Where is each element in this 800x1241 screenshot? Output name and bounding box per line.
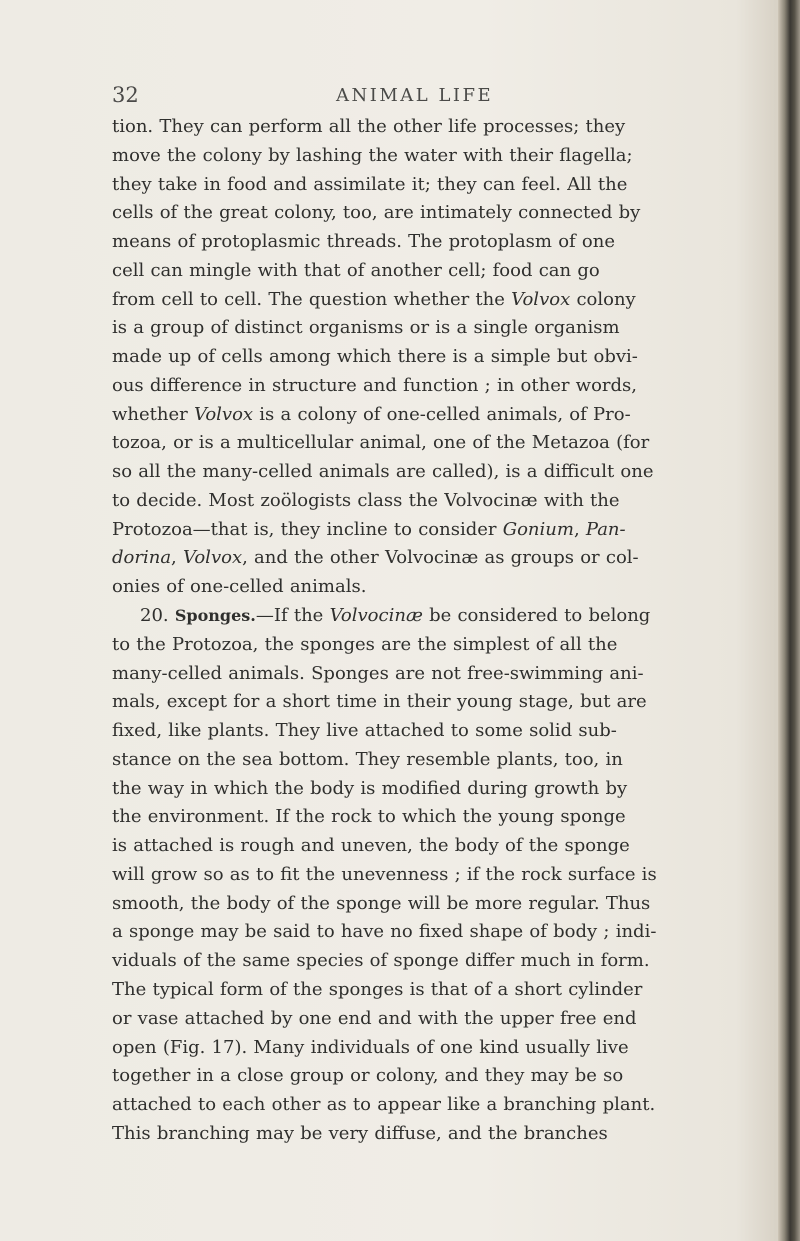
text-run: cells of the great colony, too, are intimately connected by: [112, 202, 641, 224]
text-run: This branching may be very diffuse, and the branches: [112, 1122, 608, 1144]
text-line: [112, 286, 776, 315]
text-run: mals, except for a short time in their young stage, but are: [112, 691, 647, 713]
text-run: , and the other Volvocinæ as groups or col-: [242, 547, 639, 569]
text-run: the way in which the body is modified during growth by: [112, 777, 628, 799]
text-line: [112, 458, 776, 487]
text-line: [112, 171, 776, 200]
text-line: [112, 602, 776, 631]
italic-term: Volvox: [511, 288, 571, 310]
text-run: cell can mingle with that of another cell; food can go: [112, 259, 600, 281]
text-line: [112, 199, 776, 228]
text-run: is a colony of one-celled animals, of Pro-: [253, 403, 631, 425]
text-run: stance on the sea bottom. They resemble plants, too, in: [112, 748, 623, 770]
text-line: [112, 487, 776, 516]
text-run: the environment. If the rock to which the young sponge: [112, 806, 626, 828]
text-line: [112, 717, 776, 746]
text-line: [112, 372, 776, 401]
running-head: ANIMAL LIFE: [336, 85, 494, 106]
text-run: they take in food and assimilate it; they can feel. All the: [112, 173, 628, 195]
text-line: [112, 544, 776, 573]
text-line: [112, 1120, 776, 1149]
text-line: [112, 1091, 776, 1120]
text-run: to decide. Most zoölogists class the Volvocinæ with the: [112, 489, 620, 511]
text-run: open (Fig. 17). Many individuals of one kind usually live: [112, 1036, 629, 1058]
italic-term: Volvox: [193, 403, 254, 425]
text-run: onies of one-celled animals.: [112, 576, 367, 598]
text-line: [112, 1005, 776, 1034]
text-line: [112, 516, 776, 545]
text-run: a sponge may be said to have no fixed shape of body ; indi-: [112, 921, 657, 943]
text-line: [112, 746, 776, 775]
italic-term: dorina: [112, 547, 172, 569]
text-line: [112, 257, 776, 286]
text-run: smooth, the body of the sponge will be more regular. Thus: [112, 892, 651, 914]
italic-term: Gonium: [502, 518, 574, 540]
text-run: is a group of distinct organisms or is a single organism: [112, 317, 620, 339]
italic-term: Volvocinæ: [329, 605, 423, 627]
text-line: [112, 918, 776, 947]
text-run: tion. They can perform all the other life processes; they: [112, 116, 626, 137]
text-run: —If the: [255, 605, 330, 627]
section-heading: Sponges.: [174, 606, 256, 626]
text-line: [112, 429, 776, 458]
text-line: [112, 401, 776, 430]
text-line: [112, 775, 776, 804]
page-header: [112, 83, 772, 113]
page-edge-shadow: [778, 0, 800, 1241]
text-line: [112, 688, 776, 717]
italic-term: Pan-: [585, 518, 626, 540]
text-run: attached to each other as to appear like a branching plant.: [112, 1094, 656, 1116]
text-run: to the Protozoa, the sponges are the simplest of all the: [112, 633, 618, 655]
text-run: tozoa, or is a multicellular animal, one of the Metazoa (for: [112, 432, 650, 454]
text-run: will grow so as to fit the unevenness ; if the rock surface is: [112, 863, 657, 885]
text-line: [112, 314, 776, 343]
body-text: [112, 113, 776, 1149]
text-run: many-celled animals. Sponges are not free-swimming ani-: [112, 662, 644, 684]
text-line: [112, 113, 776, 142]
text-run: or vase attached by one end and with the upper free end: [112, 1007, 637, 1029]
text-run: Protozoa—that is, they incline to consider: [112, 518, 503, 540]
page-number: 32: [112, 83, 139, 107]
text-run: be considered to belong: [422, 605, 651, 627]
text-run: means of protoplasmic threads. The protoplasm of one: [112, 231, 615, 253]
text-line: [112, 803, 776, 832]
text-run: viduals of the same species of sponge differ much in form.: [112, 950, 650, 972]
text-line: [112, 631, 776, 660]
text-line: [112, 343, 776, 372]
text-run: ,: [573, 518, 586, 540]
text-run: 20.: [140, 605, 175, 627]
text-run: whether: [112, 403, 194, 425]
text-run: together in a close group or colony, and they may be so: [112, 1065, 624, 1087]
text-run: colony: [570, 288, 636, 310]
text-run: is attached is rough and uneven, the body of the sponge: [112, 835, 630, 857]
text-line: [112, 976, 776, 1005]
text-line: [112, 1034, 776, 1063]
text-line: [112, 660, 776, 689]
text-line: [112, 947, 776, 976]
text-line: [112, 1062, 776, 1091]
text-run: ,: [171, 547, 183, 569]
italic-term: Volvox: [183, 547, 243, 569]
text-run: from cell to cell. The question whether the: [112, 288, 512, 310]
text-run: fixed, like plants. They live attached to some solid sub-: [112, 720, 617, 742]
text-run: move the colony by lashing the water with their flagella;: [112, 144, 633, 166]
text-run: ous difference in structure and function ; in other words,: [112, 374, 638, 396]
text-line: [112, 861, 776, 890]
text-run: made up of cells among which there is a simple but obvi-: [112, 346, 638, 368]
text-run: so all the many-celled animals are called), is a difficult one: [112, 461, 654, 483]
text-run: The typical form of the sponges is that of a short cylinder: [112, 978, 643, 1000]
text-line: [112, 573, 776, 602]
text-line: [112, 890, 776, 919]
text-line: [112, 142, 776, 171]
text-line: [112, 832, 776, 861]
text-line: [112, 228, 776, 257]
